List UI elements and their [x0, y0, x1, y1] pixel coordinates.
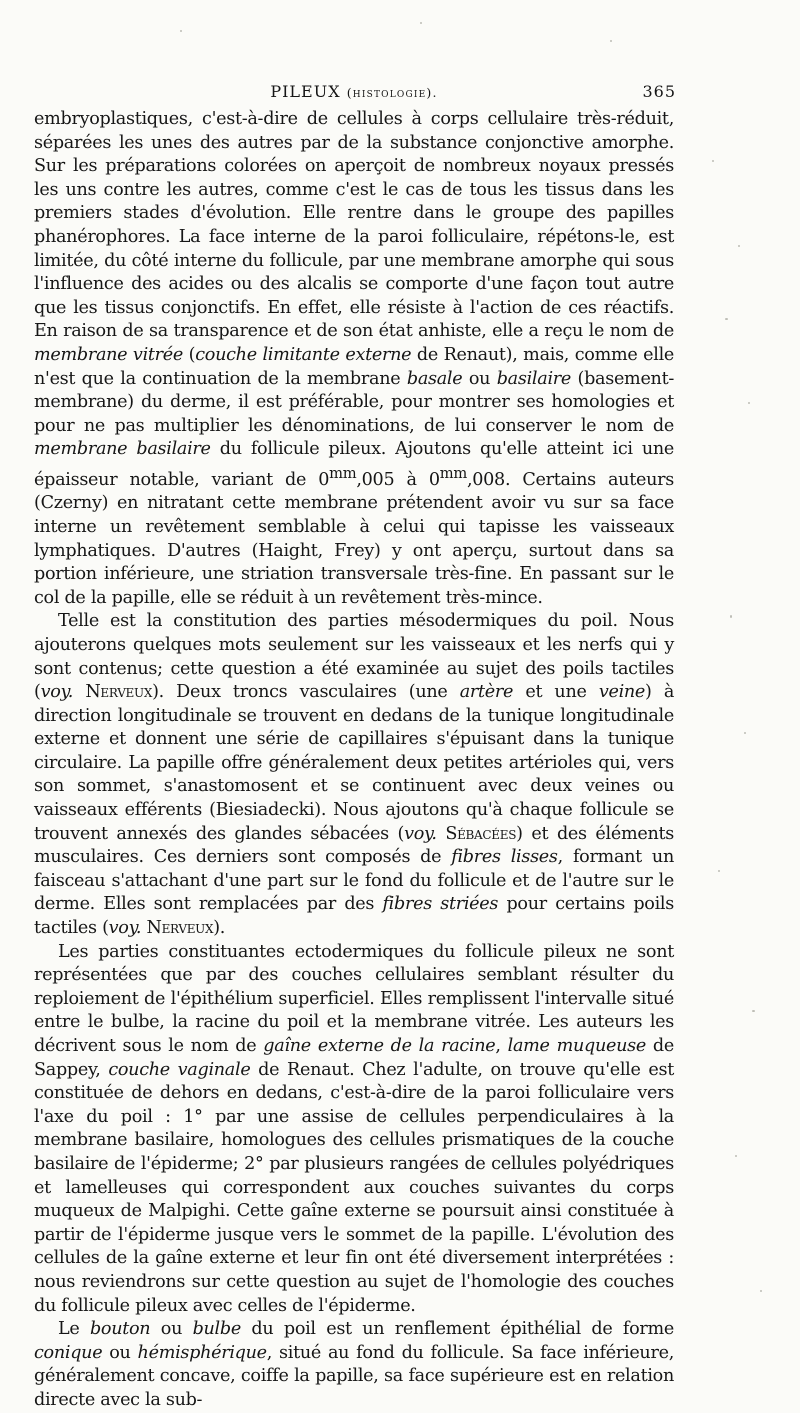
running-title-subtitle: (histologie). — [346, 85, 438, 100]
text-run: embryoplastiques, c'est-à-dire de cellules à corps cellulaire très-réduit, séparées les unes des autres par de la substance conjonctive amorphe. Sur les préparations colorées on aperçoit de nombreux noyaux pressés les uns contre les autres, comme c'est le cas de tous les tissus dans les premiers stades d'évolution. Elle rentre dans le groupe des papilles phanérophores. La face interne de la paroi folliculaire, répétons-le, est limitée, du côté interne du follicule, par une membrane amorphe qui sous l'influence des acides ou des alcalis se comporte d'une façon tout autre que les tissus conjonctifs. En effet, elle résiste à l'action de ces réactifs. En raison de sa transparence et de son état anhiste, elle a reçu le nom de — [34, 109, 674, 342]
italic-term: basilaire — [496, 368, 571, 389]
italic-term: conique — [34, 1342, 103, 1363]
running-title — [34, 82, 674, 101]
text-run: , formant un faisceau s'attachant d'une part sur le fond du follicule et de l'autre sur le derme. Elles sont remplacées par des — [34, 847, 674, 915]
italic-term: couche vaginale — [108, 1059, 251, 1080]
cross-reference: Nerveux — [146, 918, 214, 939]
text-run: ou — [102, 1342, 138, 1363]
running-title-main: PILEUX — [270, 82, 341, 101]
paragraph — [34, 108, 674, 610]
cross-reference: Sébacées — [445, 823, 517, 844]
unit-superscript: mm — [329, 464, 357, 482]
cross-reference: Nerveux — [85, 682, 153, 703]
italic-term: couche limitante externe — [195, 344, 412, 365]
italic-term: membrane basilaire — [34, 439, 211, 460]
italic-term: voy. — [108, 918, 142, 939]
text-run: de Sappey, — [34, 1036, 675, 1080]
italic-term: voy. — [404, 823, 437, 844]
italic-term: veine — [598, 682, 646, 703]
paragraph — [34, 1318, 674, 1412]
page-number: 365 — [642, 82, 676, 101]
italic-term: lame muqueuse — [507, 1036, 646, 1057]
italic-term: hémisphérique — [137, 1342, 267, 1363]
text-run: , — [495, 1036, 508, 1057]
italic-term: basale — [406, 368, 463, 389]
text-run: Les parties constituantes ectodermiques du follicule pileux ne sont représentées que par des couches cellulaires semblant résulter du reploiement de l'épithélium superficiel. Elles remplissent l'intervalle situé entre le bulbe, la racine du poil et la membrane vitrée. Les auteurs les décrivent sous le nom de — [34, 941, 674, 1057]
italic-term: membrane vitrée — [34, 344, 184, 365]
paragraph — [34, 941, 674, 1319]
text-run: Le — [58, 1319, 90, 1340]
book-page — [34, 74, 674, 1413]
text-run: et une — [513, 682, 599, 703]
text-run: ) et des éléments musculaires. Ces derniers sont composés de — [34, 823, 674, 868]
text-run: , situé au fond du follicule. Sa face inférieure, généralement concave, coiffe la papille, sa face supérieure est en relation directe avec la sub- — [34, 1342, 674, 1410]
text-run: ( — [183, 344, 196, 365]
paragraph — [34, 610, 674, 940]
text-run: du poil est un renflement épithélial de forme — [240, 1319, 674, 1340]
text-run: pour certains poils tactiles ( — [34, 894, 674, 939]
text-run: ou — [150, 1319, 193, 1340]
italic-term: bulbe — [192, 1319, 241, 1340]
italic-term: voy. — [40, 682, 74, 703]
text-run: (basement-membrane) du derme, il est préférable, pour montrer ses homologies et pour ne pas multiplier les dénominations, de lui conserver le nom de — [34, 368, 675, 436]
text-run: de Renaut), mais, comme elle n'est que la continuation de la membrane — [34, 344, 675, 389]
text-run: ). Deux troncs vasculaires (une — [152, 682, 460, 703]
text-run: ,008. Certains auteurs (Czerny) en nitratant cette membrane prétendent avoir vu sur sa face interne un revêtement semblable à celui qui tapisse les vaisseaux lymphatiques. D'autres (Haight, Frey) y ont aperçu, surtout dans sa portion inférieure, une striation transversale très-fine. En passant sur le col de la papille, elle se réduit à un revêtement très-mince. — [34, 469, 674, 608]
text-run: ,005 à 0 — [356, 469, 440, 490]
italic-term: fibres lisses — [451, 847, 558, 868]
italic-term: gaîne externe de la racine — [263, 1036, 496, 1057]
text-run: du follicule pileux. Ajoutons qu'elle atteint ici une épaisseur notable, variant de 0 — [34, 439, 674, 490]
italic-term: bouton — [89, 1319, 151, 1340]
running-header — [34, 74, 674, 108]
text-run: ) à direction longitudinale se trouvent en dedans de la tunique longitudinale externe et donnent une série de capillaires s'épuisant dans la tunique circulaire. La papille offre généralement deux petites artérioles qui, vers son sommet, s'anastomosent et se continuent avec deux veines ou vaisseaux efférents (Biesiadecki). Nous ajoutons qu'à chaque follicule se trouvent annexés des glandes sébacées ( — [34, 682, 675, 844]
text-run: ). — [213, 918, 226, 939]
italic-term: artère — [459, 682, 514, 703]
body-text — [34, 108, 674, 1413]
italic-term: fibres striées — [382, 894, 499, 915]
text-run: de Renaut. Chez l'adulte, on trouve qu'elle est constituée de dehors en dedans, c'est-à-dire de la paroi folliculaire vers l'axe du poil : 1° par une assise de cellules perpendiculaires à la membrane basilaire, homologues des cellules prismatiques de la couche basilaire de l'épiderme; 2° par plusieurs rangées de cellules polyédriques et lamelleuses qui correspondent aux couches suivantes du corps muqueux de Malpighi. Cette gaîne externe se poursuit ainsi constituée à partir de l'épiderme jusque vers le sommet de la papille. L'évolution des cellules de la gaîne externe et leur fin ont été diversement interprétées : nous reviendrons sur cette question au sujet de l'homologie des couches du follicule pileux avec celles de l'épiderme. — [34, 1059, 674, 1316]
text-run — [73, 682, 85, 702]
text-run: ou — [462, 368, 497, 389]
text-run: Telle est la constitution des parties mésodermiques du poil. Nous ajouterons quelques mots seulement sur les vaisseaux et les nerfs qui y sont contenus; cette question a été examinée au sujet des poils tactiles ( — [34, 611, 674, 703]
unit-superscript: mm — [439, 464, 467, 482]
